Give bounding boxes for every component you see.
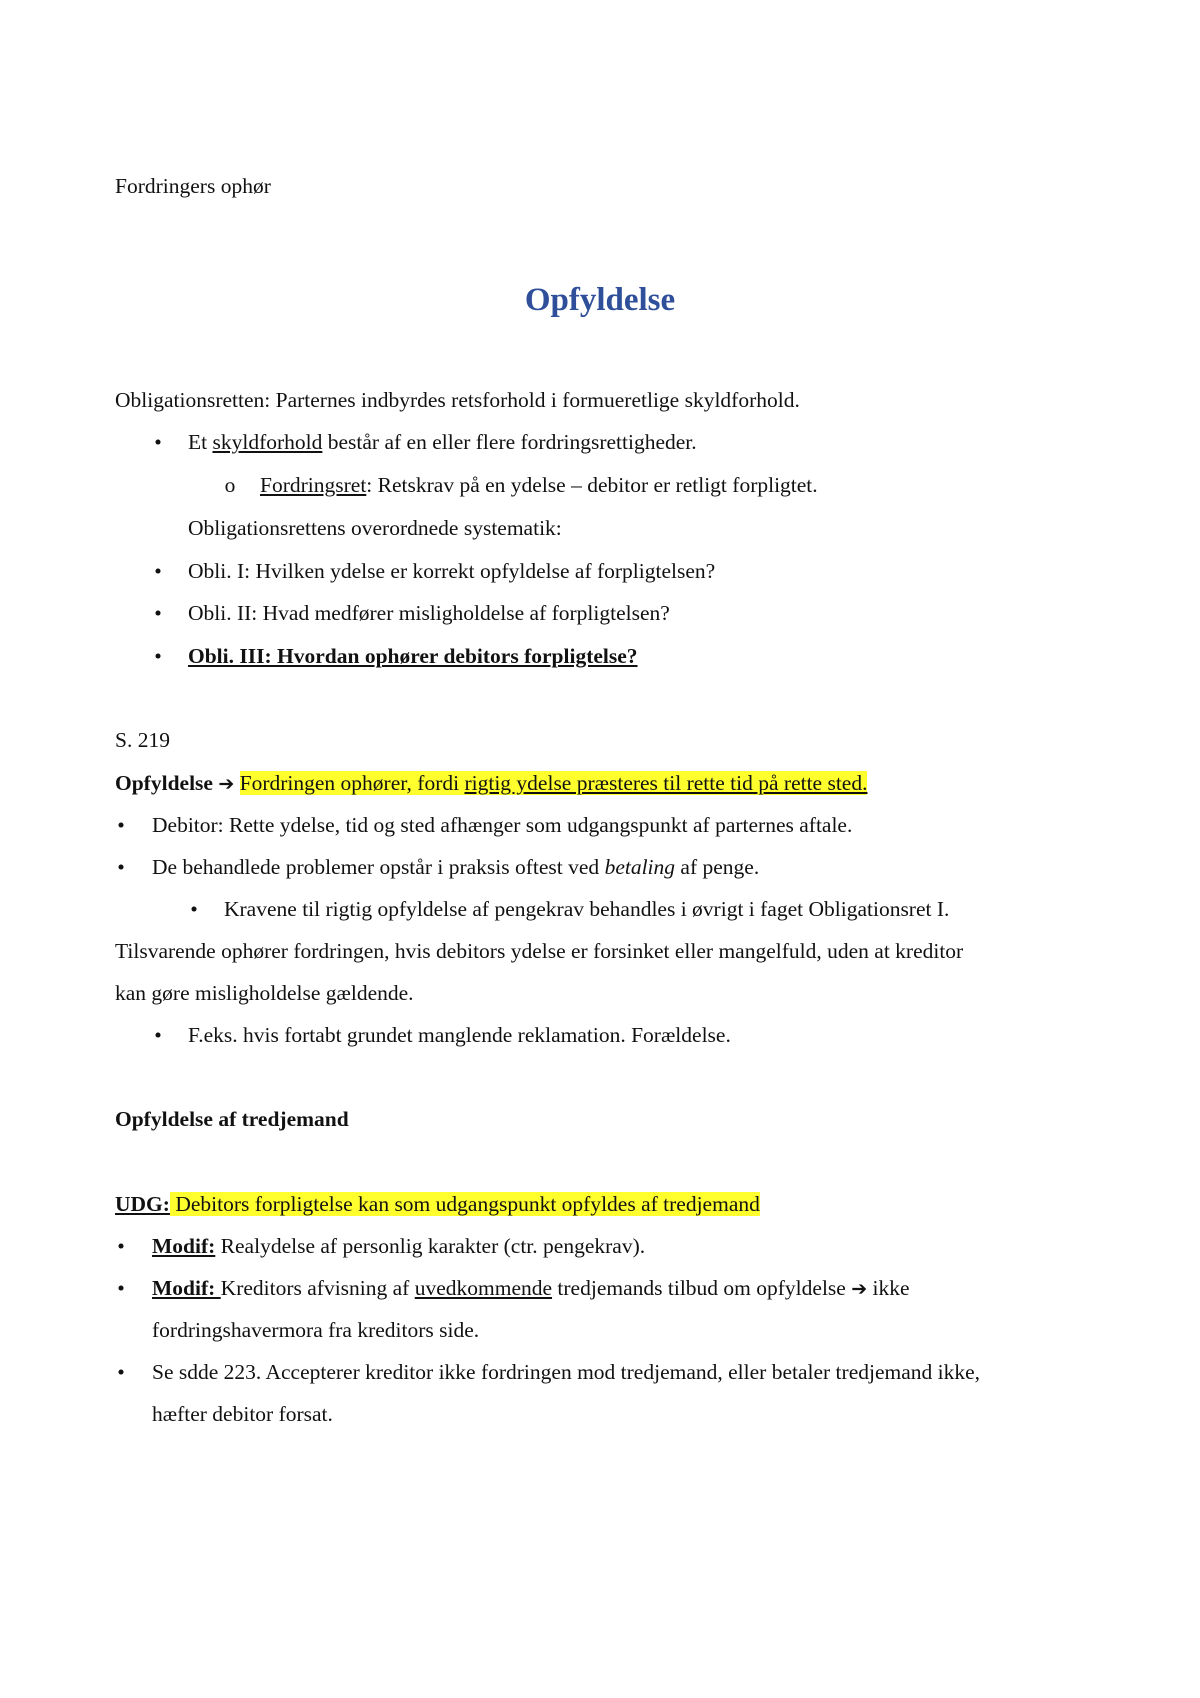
bullet: •: [154, 1023, 162, 1047]
list-item-se-side-cont: hæfter debitor forsat.: [152, 1402, 333, 1426]
list-item-fordringsret: Fordringsret: Retskrav på en ydelse – debitor er retligt forpligtet.: [260, 473, 818, 497]
bullet: •: [117, 1360, 125, 1384]
arrow-right-icon: ➔: [218, 773, 235, 795]
doc-label: Fordringers ophør: [115, 174, 271, 198]
bullet: •: [154, 559, 162, 583]
bullet: •: [117, 855, 125, 879]
bullet: •: [117, 813, 125, 837]
list-item-obli-2: Obli. II: Hvad medfører misligholdelse af forpligtelsen?: [188, 601, 670, 625]
list-item-modif-1: Modif: Realydelse af personlig karakter (ctr. pengekrav).: [152, 1234, 646, 1258]
bullet: •: [117, 1234, 125, 1258]
list-item-obli-1: Obli. I: Hvilken ydelse er korrekt opfyldelse af forpligtelsen?: [188, 559, 716, 583]
systematik-label: Obligationsrettens overordnede systematik:: [188, 516, 562, 540]
highlight: Debitors forpligtelse kan som udgangspunkt opfyldes af tredjemand: [169, 1192, 760, 1216]
list-item-debitor: Debitor: Rette ydelse, tid og sted afhænger som udgangspunkt af parternes aftale.: [152, 813, 853, 837]
list-item-modif-2-cont: fordringshavermora fra kreditors side.: [152, 1318, 480, 1342]
opfyldelse-definition: Opfyldelse ➔ Fordringen ophører, fordi rigtig ydelse præsteres til rette tid på rette sted.: [115, 771, 868, 795]
list-item-feks: F.eks. hvis fortabt grundet manglende reklamation. Forældelse.: [188, 1023, 731, 1047]
list-item-pengekrav: Kravene til rigtig opfyldelse af pengekrav behandles i øvrigt i faget Obligationsret I.: [224, 897, 950, 921]
page-reference: S. 219: [115, 728, 170, 752]
list-item-problemer: De behandlede problemer opstår i praksis oftest ved betaling af penge.: [152, 855, 760, 879]
bullet: •: [190, 897, 198, 921]
bullet: •: [154, 430, 162, 454]
intro-paragraph: Obligationsretten: Parternes indbyrdes retsforhold i formueretlige skyldforhold.: [115, 388, 800, 412]
paragraph-line: Tilsvarende ophører fordringen, hvis debitors ydelse er forsinket eller mangelfuld, uden at kreditor: [115, 939, 964, 963]
list-item-obli-3: Obli. III: Hvordan ophører debitors forpligtelse?: [188, 644, 638, 668]
list-item-skyldforhold: Et skyldforhold består af en eller flere fordringsrettigheder.: [188, 430, 697, 454]
list-item-modif-2: Modif: Kreditors afvisning af uvedkommende tredjemands tilbud om opfyldelse ➔ ikke: [152, 1276, 910, 1300]
sub-bullet: o: [224, 473, 236, 497]
list-item-se-side: Se sdde 223. Accepterer kreditor ikke fordringen mod tredjemand, eller betaler tredjemand ikke,: [152, 1360, 981, 1384]
section-heading: Opfyldelse af tredjemand: [115, 1107, 349, 1131]
paragraph-line: kan gøre misligholdelse gældende.: [115, 981, 414, 1005]
highlight: Fordringen ophører, fordi rigtig ydelse præsteres til rette tid på rette sted.: [239, 771, 868, 795]
page-title: Opfyldelse: [524, 282, 676, 318]
udg-statement: UDG: Debitors forpligtelse kan som udgangspunkt opfyldes af tredjemand: [115, 1192, 760, 1216]
bullet: •: [154, 644, 162, 668]
bullet: •: [154, 601, 162, 625]
arrow-right-icon: ➔: [851, 1278, 868, 1300]
bullet: •: [117, 1276, 125, 1300]
